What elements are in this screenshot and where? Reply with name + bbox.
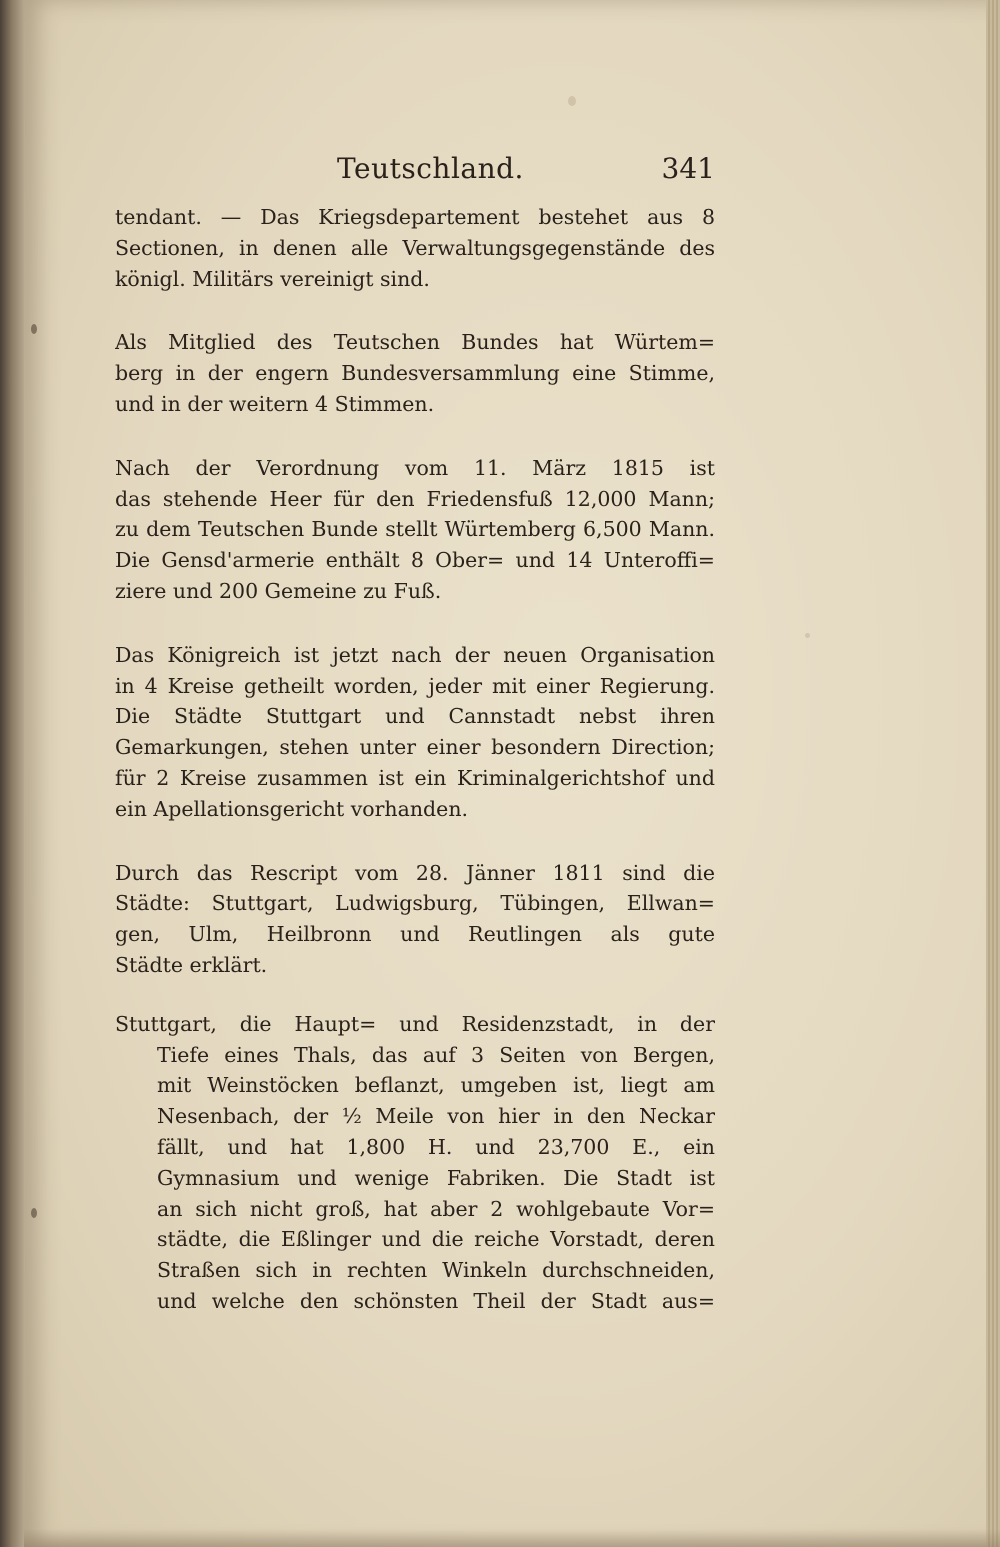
page-fore-edge bbox=[986, 0, 1000, 1547]
text-line: tendant. — Das Kriegsdepartement bestehet aus 8 bbox=[115, 205, 715, 229]
paper-stain bbox=[31, 324, 37, 334]
text-line: mit Weinstöcken beflanzt, umgeben ist, liegt am bbox=[157, 1073, 715, 1098]
text-line: das stehende Heer für den Friedensfuß 12,000 Mann; bbox=[115, 486, 715, 511]
text-line: für 2 Kreise zusammen ist ein Kriminalgerichtshof und bbox=[115, 765, 715, 790]
paper-stain bbox=[568, 96, 576, 106]
text-line: Gemarkungen, stehen unter einer besondern Direction; bbox=[115, 735, 715, 760]
text-line: Stuttgart, die Haupt= und Residenzstadt, in der bbox=[115, 1011, 715, 1036]
text-line: Nesenbach, der ½ Meile von hier in den Neckar bbox=[157, 1104, 715, 1129]
paragraph-good-towns bbox=[115, 858, 715, 981]
paragraph-administration bbox=[115, 640, 715, 825]
text-line: Städte erklärt. bbox=[115, 952, 268, 977]
text-line: in 4 Kreise getheilt worden, jeder mit einer Regierung. bbox=[115, 673, 715, 698]
text-line: Tiefe eines Thals, das auf 3 Seiten von Bergen, bbox=[157, 1042, 715, 1067]
text-line: Sectionen, in denen alle Verwaltungsgegenstände des bbox=[115, 235, 715, 260]
text-line: gen, Ulm, Heilbronn und Reutlingen als gute bbox=[115, 922, 715, 947]
paper-stain bbox=[31, 1208, 37, 1218]
page-bottom-edge bbox=[24, 1529, 1000, 1547]
text-line: an sich nicht groß, hat aber 2 wohlgebaute Vor= bbox=[157, 1196, 715, 1221]
text-line: Die Städte Stuttgart und Cannstadt nebst ihren bbox=[115, 704, 715, 729]
text-line: Städte: Stuttgart, Ludwigsburg, Tübingen, Ellwan= bbox=[115, 891, 715, 916]
text-line: und in der weitern 4 Stimmen. bbox=[115, 391, 435, 416]
text-line: Als Mitglied des Teutschen Bundes hat Würtem= bbox=[115, 330, 715, 355]
text-line: Das Königreich ist jetzt nach der neuen Organisation bbox=[115, 642, 715, 667]
paragraph-army bbox=[115, 453, 715, 607]
paragraph-war-department bbox=[115, 202, 715, 294]
text-line: königl. Militärs vereinigt sind. bbox=[115, 266, 430, 291]
text-line: Straßen sich in rechten Winkeln durchschneiden, bbox=[157, 1258, 715, 1283]
text-line: Gymnasium und wenige Fabriken. Die Stadt ist bbox=[157, 1165, 715, 1190]
page-number: 341 bbox=[661, 152, 715, 185]
text-line: Nach der Verordnung vom 11. März 1815 ist bbox=[115, 455, 715, 480]
text-line: ein Apellationsgericht vorhanden. bbox=[115, 796, 469, 821]
body-text bbox=[115, 202, 715, 1317]
text-line: Durch das Rescript vom 28. Jänner 1811 sind die bbox=[115, 860, 715, 885]
paragraph-stuttgart bbox=[115, 1009, 715, 1317]
text-line: berg in der engern Bundesversammlung eine Stimme, bbox=[115, 361, 715, 386]
text-line: fällt, und hat 1,800 H. und 23,700 E., ein bbox=[157, 1134, 715, 1159]
running-header bbox=[115, 152, 715, 192]
text-line: ziere und 200 Gemeine zu Fuß. bbox=[115, 578, 442, 603]
text-line: Die Gensd'armerie enthält 8 Ober= und 14 Unteroffi= bbox=[115, 548, 715, 573]
paragraph-federal-vote bbox=[115, 327, 715, 419]
running-title: Teutschland. bbox=[337, 152, 524, 185]
text-line: und welche den schönsten Theil der Stadt aus= bbox=[157, 1288, 715, 1313]
text-line: zu dem Teutschen Bunde stellt Würtemberg 6,500 Mann. bbox=[115, 517, 715, 542]
paper-stain bbox=[805, 633, 810, 638]
text-line: städte, die Eßlinger und die reiche Vorstadt, deren bbox=[157, 1227, 715, 1252]
